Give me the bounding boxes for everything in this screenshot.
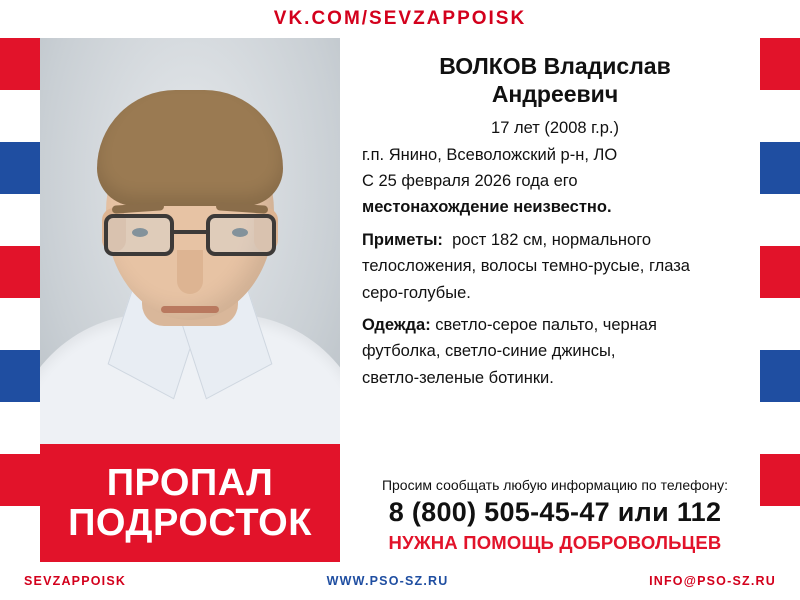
footer-email[interactable]: INFO@PSO-SZ.RU — [649, 574, 776, 588]
glasses-bridge — [174, 230, 206, 234]
stripe-segment — [760, 298, 800, 350]
person-location: г.п. Янино, Всеволожский р-н, ЛО — [362, 145, 618, 164]
banner-line-2: ПОДРОСТОК — [68, 502, 312, 544]
stripe-segment — [0, 194, 40, 246]
features-first-line — [362, 228, 748, 252]
clothes-block — [362, 313, 748, 392]
stripe-segment — [0, 402, 40, 454]
contact-block — [362, 477, 748, 562]
person-name-line-2: Андреевич — [491, 81, 619, 108]
stripe-segment — [760, 142, 800, 194]
features-line-1: рост 182 см, нормального — [452, 230, 652, 249]
mouth-shape — [161, 306, 219, 313]
stripe-segment — [760, 506, 800, 558]
stripe-segment — [0, 298, 40, 350]
stripe-segment — [760, 90, 800, 142]
stripe-segment — [760, 38, 800, 90]
top-bar — [0, 0, 800, 38]
clothes-line-1: светло-серое пальто, черная — [435, 315, 657, 334]
stripe-segment — [760, 246, 800, 298]
clothes-line-2: футболка, светло-синие джинсы, — [362, 342, 616, 361]
info-column — [340, 38, 760, 562]
missing-since-line-1: С 25 февраля 2026 года его — [362, 171, 578, 190]
glasses-lens-right — [206, 214, 276, 256]
features-line-2: телосложения, волосы темно-русые, глаза — [362, 257, 690, 276]
stripe-segment — [0, 506, 40, 558]
missing-since-line-2 — [362, 195, 748, 219]
glasses-lens-left — [104, 214, 174, 256]
footer-website[interactable]: WWW.PSO-SZ.RU — [326, 574, 449, 588]
stripe-segment — [760, 350, 800, 402]
nose-shape — [177, 250, 203, 294]
person-age: 17 лет (2008 г.р.) — [491, 119, 619, 138]
photo-column — [40, 38, 340, 562]
person-name — [362, 52, 748, 108]
clothes-line-3: светло-зеленые ботинки. — [362, 368, 554, 387]
clothes-label: Одежда: — [362, 315, 431, 334]
person-name-line-1: ВОЛКОВ Владислав — [439, 53, 671, 79]
banner-line-1: ПРОПАЛ — [106, 461, 274, 504]
features-label: Приметы: — [362, 230, 443, 249]
stripe-segment — [760, 402, 800, 454]
status-banner — [40, 444, 340, 562]
contact-phone-number[interactable]: 8 (800) 505-45-47 или 112 — [388, 497, 722, 527]
footer-bar — [0, 562, 800, 600]
footer-vk-handle: SEVZAPPOISK — [24, 574, 127, 588]
clothes-first-line — [362, 313, 748, 337]
missing-since-bold: местонахождение неизвестно. — [362, 198, 612, 217]
vk-url-text: VK.COM/SEVZAPPOISK — [273, 8, 527, 29]
stripe-segment — [0, 38, 40, 90]
left-stripe-decoration — [0, 38, 40, 562]
right-stripe-decoration — [760, 38, 800, 562]
missing-person-photo — [40, 38, 340, 444]
stripe-segment — [0, 90, 40, 142]
contact-instruction: Просим сообщать любую информацию по телефону: — [381, 477, 729, 493]
stripe-segment — [0, 454, 40, 506]
features-line-3: серо-голубые. — [362, 283, 471, 302]
stripe-segment — [0, 350, 40, 402]
features-block — [362, 228, 748, 307]
stripe-segment — [760, 454, 800, 506]
stripe-segment — [760, 194, 800, 246]
stripe-segment — [0, 142, 40, 194]
volunteers-needed-text: НУЖНА ПОМОЩЬ ДОБРОВОЛЬЦЕВ — [388, 532, 722, 553]
stripe-segment — [0, 246, 40, 298]
poster-content — [40, 38, 760, 562]
